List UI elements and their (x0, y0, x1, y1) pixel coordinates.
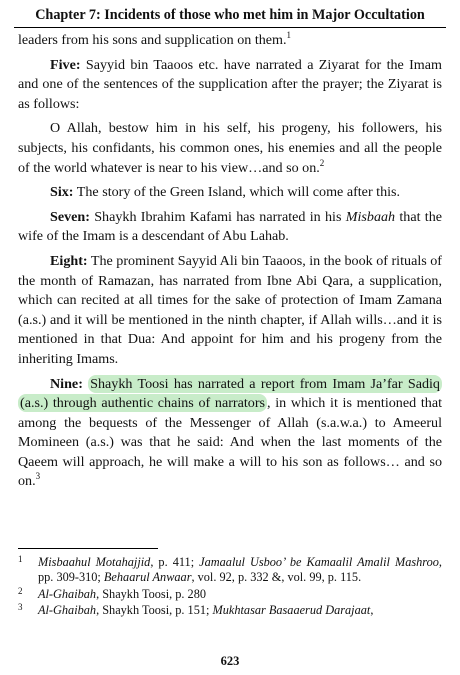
paragraph-five (18, 56, 442, 115)
paragraph-label: Nine: (50, 375, 83, 392)
footnote-number: 2 (18, 585, 23, 596)
highlighted-text[interactable]: Shaykh Toosi has narrated a report from Imam Ja’far Sadiq (a.s.) through authentic chains of narrators (20, 375, 440, 412)
footnote-1 (18, 555, 442, 586)
footnote-text: , p. 411; (150, 555, 200, 569)
book-title: Misbaahul Motahajjid (38, 555, 151, 569)
paragraph-label: Eight: (50, 252, 88, 269)
paragraph-text: The story of the Green Island, which will come after this. (73, 184, 401, 201)
paragraph-ziyarat (18, 119, 442, 178)
chapter-header: Chapter 7: Incidents of those who met him in Major Occultation (14, 6, 446, 28)
footnote-ref[interactable]: 1 (286, 30, 292, 40)
paragraph-label: Seven: (50, 208, 90, 225)
paragraph-nine (18, 375, 442, 493)
paragraph-six (18, 183, 442, 203)
footnote-number: 1 (18, 554, 23, 564)
paragraph-text: Sayyid bin Taaoos etc. have narrated a Ziyarat for the Imam and one of the sentences of the supplication after the prayer; the Ziyarat is as follows: (18, 56, 442, 112)
paragraph-text: leaders from his sons and supplication on them. (18, 32, 287, 48)
footnote-text: , vol. 92, p. 332 &, vol. 99, p. 115. (191, 570, 362, 585)
paragraph-label: Five: (50, 56, 81, 73)
book-title: Behaarul Anwaar (103, 570, 192, 585)
book-title: Al-Ghaibah (38, 603, 97, 618)
paragraph-label: Six: (50, 184, 74, 201)
paragraph-continuation (18, 31, 442, 51)
paragraph-text: O Allah, bestow him in his self, his progeny, his followers, his subjects, his confidants, his common ones, his enemies and all the people of the world whatever is near to his view…and so on. (18, 120, 442, 176)
paragraph-eight (18, 252, 442, 370)
paragraph-text: The prominent Sayyid Ali bin Taaoos, in the book of rituals of the month of Ramazan, has narrated from Ibne Abi Qara, a supplication, which can recited at all times for the sake of protection of Imam Zamana (a.s.) and it will be mentioned in the ninth chapter, if Allah wills…and it is mentioned in that Dua: And appoint for him and his progeny from the inheriting Imams. (18, 252, 442, 367)
footnote-number: 3 (18, 602, 23, 613)
footnote-ref[interactable]: 3 (35, 471, 41, 482)
footnote-ref[interactable]: 2 (319, 157, 325, 168)
footnotes (18, 555, 442, 620)
page-body (18, 31, 442, 497)
book-title: Al-Ghaibah (38, 586, 97, 601)
paragraph-text: , in which it is mentioned that among the bequests of the Messenger of Allah (s.a.w.a.) to Ameerul Momineen (a.s.) was that he said: And when the last moments of the Qaeem will approach, he will make a will to his son as follows… and so on. (18, 395, 442, 490)
footnote-text: , Shaykh Toosi, p. 280 (96, 586, 206, 601)
footnote-text: , pp. 309-310; (38, 555, 442, 585)
book-title: Mukhtasar Basaaerud Darajaat (212, 603, 371, 618)
book-title: Jamaalul Usboo’ be Kamaalil Amalil Mashroo (199, 555, 439, 569)
footnote-2 (18, 587, 442, 602)
footnote-3 (18, 603, 442, 618)
paragraph-text: that the wife of the Imam is a descendant of Abu Lahab. (18, 208, 443, 245)
paragraph-text: Shaykh Ibrahim Kafami has narrated in his (89, 208, 346, 225)
page-number: 623 (220, 654, 240, 668)
footnote-text: , (370, 603, 374, 618)
paragraph-seven (18, 208, 442, 247)
footnote-divider (18, 548, 158, 549)
footnote-text: , Shaykh Toosi, p. 151; (96, 603, 213, 618)
book-title: Misbaah (345, 208, 396, 225)
